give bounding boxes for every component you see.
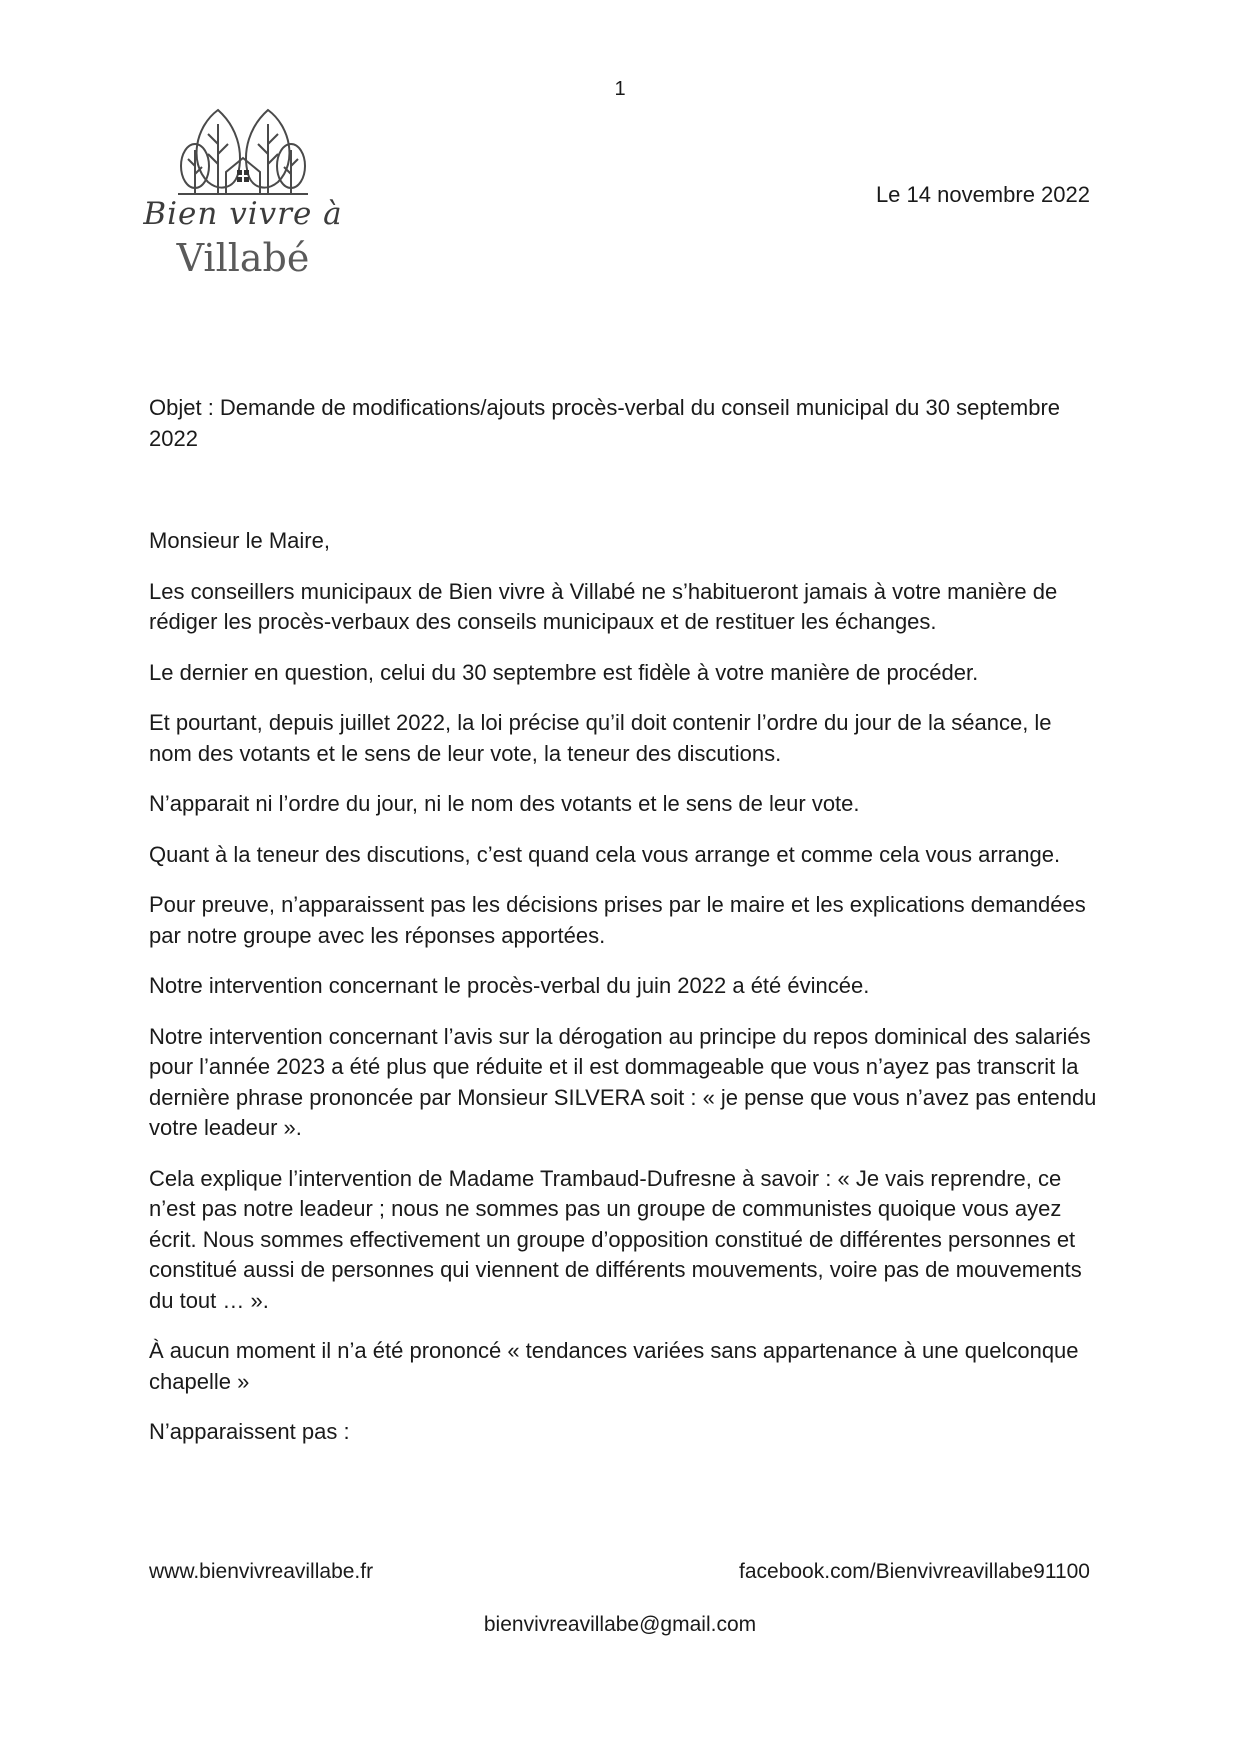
paragraph: Quant à la teneur des discutions, c’est quand cela vous arrange et comme cela vous arrange. [149,841,1061,867]
footer-facebook: facebook.com/Bienvivreavillabe91100 [739,1560,1090,1583]
trees-house-icon [138,104,348,199]
logo-name: Villabé [176,236,310,280]
logo-tagline: Bien vivre à [143,196,343,232]
paragraph: N’apparaissent pas : [149,1419,350,1444]
paragraph: Pour preuve, n’apparaissent pas les décisions prises par le maire et les explications demandées par notre groupe avec les réponses apportées. [149,892,1086,948]
logo [138,104,348,284]
letter-body [149,526,1099,1468]
paragraph: À aucun moment il n’a été prononcé « tendances variées sans appartenance à une quelconque chapelle » [149,1338,1079,1394]
letter-date: Le 14 novembre 2022 [875,182,1090,207]
paragraph: Les conseillers municipaux de Bien vivre à Villabé ne s’habitueront jamais à votre manière de rédiger les procès-verbaux des conseils municipaux et de restituer les échanges. [149,578,1058,634]
salutation: Monsieur le Maire, [149,528,330,553]
footer-email: bienvivreavillabe@gmail.com [483,1613,757,1636]
paragraph: N’apparait ni l’ordre du jour, ni le nom des votants et le sens de leur vote. [149,791,860,816]
paragraph: Le dernier en question, celui du 30 septembre est fidèle à votre manière de procéder. [149,659,979,685]
paragraph: Notre intervention concernant le procès-verbal du juin 2022 a été évincée. [149,973,870,998]
paragraph: Cela explique l’intervention de Madame Trambaud-Dufresne à savoir : « Je vais reprendre, ce n’est pas notre leadeur ; nous ne sommes pas un groupe de communistes quoique vous ayez écrit. Nous sommes effectivement un groupe d’opposition constitué de différentes personnes et constitué aussi de personnes qui viennent de différents mouvements, voire pas de mouvements du tout … ». [149,1165,1082,1313]
paragraph: Et pourtant, depuis juillet 2022, la loi précise qu’il doit contenir l’ordre du jour de la séance, le nom des votants et le sens de leur vote, la teneur des discutions. [149,710,1052,766]
footer-website: www.bienvivreavillabe.fr [149,1560,374,1583]
page-number: 1 [614,78,626,100]
paragraph: Notre intervention concernant l’avis sur la dérogation au principe du repos dominical des salariés pour l’année 2023 a été plus que réduite et il est dommageable que vous n’ayez pas transcrit la dernière phrase prononcée par Monsieur SILVERA soit : « je pense que vous n’avez pas entendu votre leadeur ». [149,1023,1097,1140]
letter-subject: Objet : Demande de modifications/ajouts procès-verbal du conseil municipal du 30 septembre 2022 [149,395,1061,451]
